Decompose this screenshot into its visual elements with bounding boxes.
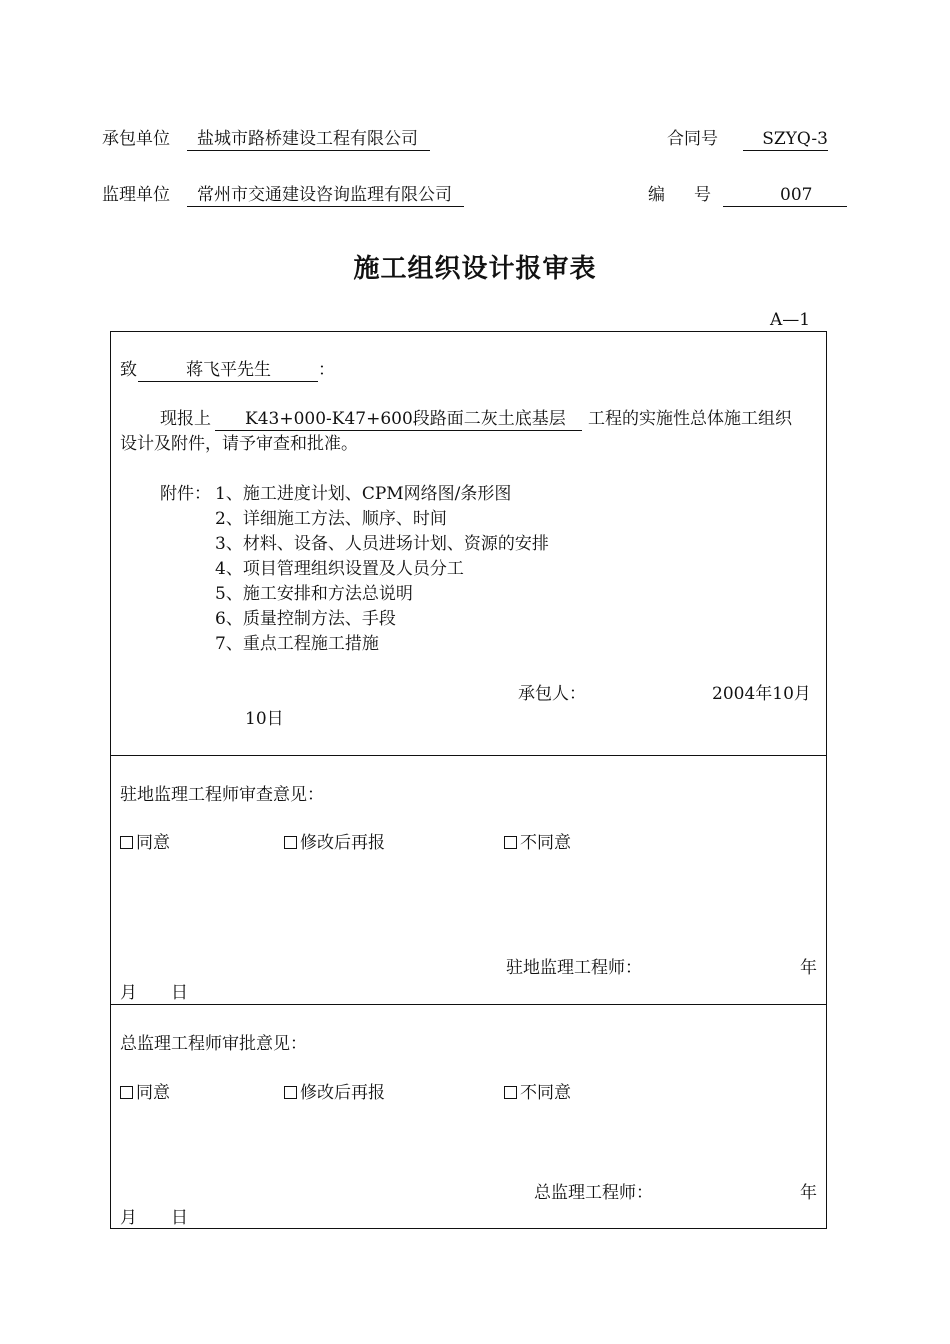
resident-year-label: 年	[800, 958, 817, 978]
form-code: A—1	[770, 310, 811, 330]
attachment-item: 7、重点工程施工措施	[215, 634, 379, 654]
resident-month-day-label: 月 日	[120, 983, 188, 1003]
serial-label: 编 号	[648, 185, 717, 205]
resident-revise-option[interactable]: 修改后再报	[284, 835, 385, 852]
submit-date-part1: 2004年10月	[712, 684, 811, 704]
submit-date-part2: 10日	[245, 709, 284, 729]
chief-disagree-option[interactable]: 不同意	[504, 1085, 571, 1102]
resident-disagree-option[interactable]: 不同意	[504, 835, 571, 852]
report-prefix: 现报上	[160, 409, 211, 429]
contractor-label: 承包单位	[102, 129, 170, 149]
section-divider-1	[110, 755, 827, 756]
attachment-item: 4、项目管理组织设置及人员分工	[215, 559, 464, 579]
attachment-item: 5、施工安排和方法总说明	[215, 584, 413, 604]
contractor-name: 盐城市路桥建设工程有限公司	[187, 131, 430, 151]
chief-month-day-label: 月 日	[120, 1208, 188, 1228]
serial-no-value: 007	[723, 187, 847, 207]
resident-engineer-heading: 驻地监理工程师审查意见：	[120, 785, 324, 805]
section-divider-2	[110, 1004, 827, 1005]
resident-signer-label: 驻地监理工程师：	[506, 958, 642, 978]
resident-agree-option[interactable]: 同意	[120, 835, 170, 852]
chief-agree-option[interactable]: 同意	[120, 1085, 170, 1102]
attachment-item: 6、质量控制方法、手段	[215, 609, 396, 629]
attachment-item: 3、材料、设备、人员进场计划、资源的安排	[215, 534, 549, 554]
attachments-label: 附件：	[160, 484, 211, 504]
checkbox-icon	[284, 1086, 297, 1099]
supervisor-label: 监理单位	[102, 185, 170, 205]
project-name: K43+000-K47+600段路面二灰土底基层	[215, 411, 582, 431]
checkbox-icon	[504, 836, 517, 849]
checkbox-icon	[504, 1086, 517, 1099]
attachment-item: 2、详细施工方法、顺序、时间	[215, 509, 447, 529]
chief-signer-label: 总监理工程师：	[534, 1183, 653, 1203]
form-table	[110, 331, 827, 1229]
addressee-colon: ：	[318, 360, 335, 380]
attachment-item: 1、施工进度计划、CPM网络图/条形图	[215, 484, 512, 504]
contractor-signer-label: 承包人：	[518, 684, 586, 704]
contract-no-label: 合同号	[667, 129, 718, 149]
chief-engineer-heading: 总监理工程师审批意见：	[120, 1034, 307, 1054]
supervisor-name: 常州市交通建设咨询监理有限公司	[187, 187, 464, 207]
chief-revise-option[interactable]: 修改后再报	[284, 1085, 385, 1102]
checkbox-icon	[120, 836, 133, 849]
form-title: 施工组织设计报审表	[353, 254, 597, 284]
checkbox-icon	[284, 836, 297, 849]
report-suffix: 工程的实施性总体施工组织	[588, 409, 792, 429]
report-line2: 设计及附件，请予审查和批准。	[120, 434, 358, 454]
chief-year-label: 年	[800, 1183, 817, 1203]
addressee-name: 蒋飞平先生	[138, 362, 318, 382]
checkbox-icon	[120, 1086, 133, 1099]
addressee-label: 致	[120, 360, 137, 380]
contract-no-value: SZYQ-3	[743, 131, 828, 151]
